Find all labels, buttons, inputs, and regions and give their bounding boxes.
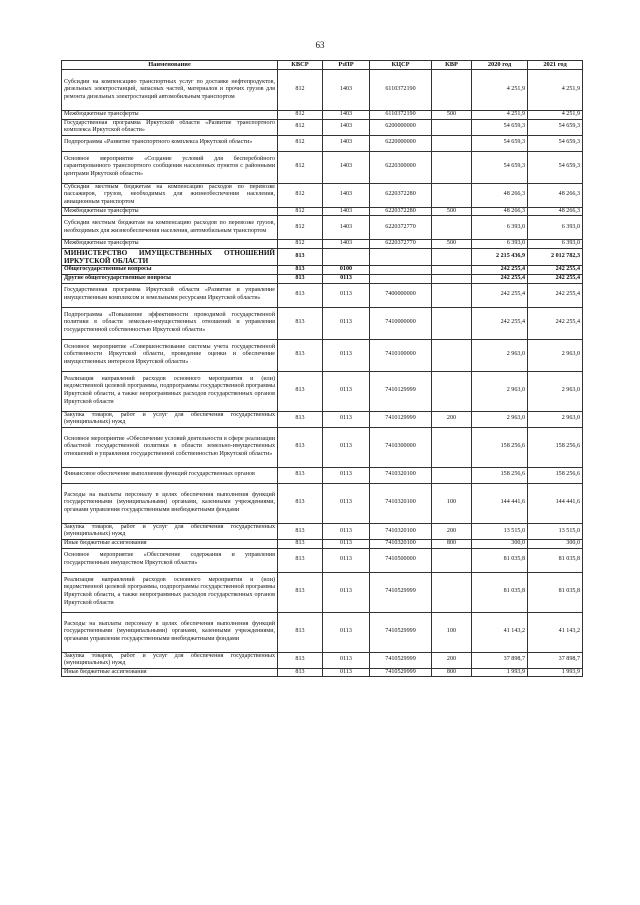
row-kvr [432, 151, 472, 183]
row-rzpr: 0113 [323, 612, 370, 652]
row-name: Реализация направлений расходов основного мероприятия и (или) ведомственной целевой программы, подпрограммы государственной программы Иркутской области, а также непрограммных расходов государственных органов Иркутской области [62, 572, 278, 612]
row-kvsr: 813 [278, 668, 323, 677]
row-2021: 4 251,9 [528, 111, 583, 120]
row-kvsr: 813 [278, 371, 323, 411]
row-2020: 2 215 436,9 [472, 248, 528, 265]
row-name: Закупка товаров, работ и услуг для обеспечения государственных (муниципальных) нужд [62, 652, 278, 668]
table-row [62, 240, 583, 249]
row-kvsr: 813 [278, 539, 323, 548]
row-2021: 242 255,4 [528, 283, 583, 307]
row-kcsr: 7410129999 [370, 411, 432, 427]
table-row [62, 668, 583, 677]
row-kvr: 800 [432, 539, 472, 548]
table-row [62, 572, 583, 612]
row-name: Расходы на выплаты персоналу в целях обеспечения выполнения функций государственными (муниципальными) органами, казенными учреждениями, органами управления государственными внебюджетными фондами [62, 483, 278, 523]
table-row [62, 283, 583, 307]
row-2021: 158 256,6 [528, 467, 583, 483]
row-kvr [432, 183, 472, 207]
row-2021: 158 256,6 [528, 427, 583, 467]
row-rzpr: 0100 [323, 266, 370, 275]
row-kvsr: 813 [278, 274, 323, 283]
row-rzpr: 0113 [323, 371, 370, 411]
row-2021: 41 143,2 [528, 612, 583, 652]
row-name: Межбюджетные трансферты [62, 240, 278, 249]
row-2020: 158 256,6 [472, 467, 528, 483]
row-2020: 242 255,4 [472, 307, 528, 339]
row-kvr [432, 248, 472, 265]
row-2021: 300,0 [528, 539, 583, 548]
row-name: Закупка товаров, работ и услуг для обеспечения государственных (муниципальных) нужд [62, 411, 278, 427]
row-kvsr: 813 [278, 427, 323, 467]
header-row [62, 61, 583, 70]
row-kvr [432, 274, 472, 283]
row-kvsr: 812 [278, 240, 323, 249]
row-rzpr: 1403 [323, 240, 370, 249]
row-2021: 2 963,0 [528, 339, 583, 371]
row-2021: 81 035,8 [528, 572, 583, 612]
row-name: Субсидии на компенсацию транспортных услуг по доставке нефтепродуктов, дизельных электростанций, запасных частей, материалов и прочих грузов для ремонта дизельных электростанций автомобильным транспортом [62, 70, 278, 111]
row-name: Реализация направлений расходов основного мероприятия и (или) ведомственной целевой программы, подпрограммы государственной программы Иркутской области, а также непрограммных расходов государственных органов Иркутской области [62, 371, 278, 411]
row-name: Иные бюджетные ассигнования [62, 539, 278, 548]
row-kvr [432, 572, 472, 612]
row-rzpr: 1403 [323, 183, 370, 207]
row-kcsr: 7410320100 [370, 523, 432, 539]
row-2020: 41 143,2 [472, 612, 528, 652]
row-2021: 4 251,9 [528, 70, 583, 111]
row-kcsr: 6220372280 [370, 183, 432, 207]
row-kvsr: 813 [278, 339, 323, 371]
row-2021: 48 266,3 [528, 183, 583, 207]
row-name: МИНИСТЕРСТВО ИМУЩЕСТВЕННЫХ ОТНОШЕНИЙ ИРКУТСКОЙ ОБЛАСТИ [62, 248, 278, 265]
row-kcsr: 7410129999 [370, 371, 432, 411]
header-kvsr: КВСР [278, 61, 323, 70]
table-row [62, 135, 583, 151]
row-kvsr: 813 [278, 652, 323, 668]
row-kvsr: 813 [278, 612, 323, 652]
table-row [62, 427, 583, 467]
row-kvsr: 812 [278, 207, 323, 216]
row-rzpr: 0113 [323, 283, 370, 307]
row-2021: 54 659,3 [528, 135, 583, 151]
row-rzpr: 0113 [323, 427, 370, 467]
row-rzpr: 0113 [323, 274, 370, 283]
row-2020: 4 251,9 [472, 111, 528, 120]
row-name: Общегосударственные вопросы [62, 266, 278, 275]
table-row [62, 70, 583, 111]
row-rzpr: 1403 [323, 216, 370, 240]
row-kcsr: 7410100000 [370, 339, 432, 371]
row-kvsr: 813 [278, 483, 323, 523]
row-2020: 2 963,0 [472, 411, 528, 427]
row-name: Государственная программа Иркутской области «Развитие транспортного комплекса Иркутской области» [62, 119, 278, 135]
row-kvr: 500 [432, 240, 472, 249]
row-2020: 6 393,0 [472, 216, 528, 240]
row-kvr: 100 [432, 483, 472, 523]
row-2021: 37 898,7 [528, 652, 583, 668]
row-name: Основное мероприятие «Обеспечение содержания и управления государственным имуществом Иркутской области» [62, 548, 278, 572]
row-kcsr: 6110372190 [370, 70, 432, 111]
row-kvr [432, 548, 472, 572]
row-rzpr: 0113 [323, 572, 370, 612]
row-rzpr: 0113 [323, 539, 370, 548]
row-kvr [432, 266, 472, 275]
table-row [62, 248, 583, 265]
row-kvsr: 813 [278, 411, 323, 427]
row-kcsr: 6220372770 [370, 216, 432, 240]
page-number: 63 [315, 40, 325, 50]
table-row [62, 483, 583, 523]
table-row [62, 539, 583, 548]
row-2020: 37 898,7 [472, 652, 528, 668]
row-name: Межбюджетные трансферты [62, 111, 278, 120]
row-2020: 242 255,4 [472, 266, 528, 275]
row-2021: 54 659,3 [528, 119, 583, 135]
row-kvsr: 812 [278, 183, 323, 207]
row-name: Основное мероприятие «Обеспечение условий деятельности в сфере реализации областной государственной политики в области земельно-имущественных отношений и управления государственной собственностью Иркутской области» [62, 427, 278, 467]
row-kcsr [370, 248, 432, 265]
row-kvr [432, 339, 472, 371]
row-kvr: 800 [432, 668, 472, 677]
row-kvsr: 813 [278, 307, 323, 339]
row-kvsr: 813 [278, 548, 323, 572]
row-kvsr: 812 [278, 119, 323, 135]
table-row [62, 548, 583, 572]
row-2021: 1 993,9 [528, 668, 583, 677]
row-2021: 2 963,0 [528, 411, 583, 427]
row-kvr: 500 [432, 207, 472, 216]
row-kvr [432, 119, 472, 135]
row-2021: 6 393,0 [528, 240, 583, 249]
row-rzpr: 1403 [323, 151, 370, 183]
table-row [62, 523, 583, 539]
row-2020: 158 256,6 [472, 427, 528, 467]
table-row [62, 266, 583, 275]
row-kcsr: 7410320100 [370, 483, 432, 523]
row-2021: 242 255,4 [528, 307, 583, 339]
row-kcsr: 7410529999 [370, 612, 432, 652]
row-2021: 54 659,3 [528, 151, 583, 183]
row-kvsr: 813 [278, 266, 323, 275]
row-2021: 48 266,3 [528, 207, 583, 216]
row-rzpr: 0113 [323, 339, 370, 371]
row-rzpr: 1403 [323, 70, 370, 111]
row-2020: 242 255,4 [472, 274, 528, 283]
row-2020: 300,0 [472, 539, 528, 548]
row-2020: 54 659,3 [472, 135, 528, 151]
row-2021: 6 393,0 [528, 216, 583, 240]
row-kcsr: 6200000000 [370, 119, 432, 135]
table-row [62, 216, 583, 240]
row-kcsr: 6220372280 [370, 207, 432, 216]
row-2021: 13 515,0 [528, 523, 583, 539]
row-rzpr [323, 248, 370, 265]
row-name: Основное мероприятие «Совершенствование системы учета государственной собственности Иркутской области, проведение оценки и обеспечение имущественных интересов Иркутской области» [62, 339, 278, 371]
table-row [62, 307, 583, 339]
row-kvsr: 812 [278, 70, 323, 111]
row-2020: 4 251,9 [472, 70, 528, 111]
header-kvr: КВР [432, 61, 472, 70]
row-rzpr: 0113 [323, 652, 370, 668]
row-2021: 242 255,4 [528, 266, 583, 275]
table-row [62, 119, 583, 135]
row-kcsr: 6220300000 [370, 151, 432, 183]
row-name: Основное мероприятие «Создание условий для бесперебойного гарантированного транспортного сообщения населенных пунктов с районными центрами Иркутской области» [62, 151, 278, 183]
row-name: Субсидии местным бюджетам на компенсацию расходов по перевозке грузов, необходимых для жизнеобеспечения населения, автомобильным транспортом [62, 216, 278, 240]
row-kvsr: 813 [278, 283, 323, 307]
table-row [62, 207, 583, 216]
row-name: Иные бюджетные ассигнования [62, 668, 278, 677]
row-kvsr: 813 [278, 523, 323, 539]
row-2020: 81 035,8 [472, 548, 528, 572]
table-row [62, 612, 583, 652]
budget-table [61, 60, 583, 677]
row-kcsr: 7410300000 [370, 427, 432, 467]
row-kvsr: 812 [278, 216, 323, 240]
row-2020: 13 515,0 [472, 523, 528, 539]
row-kcsr: 7410529999 [370, 572, 432, 612]
row-kcsr: 7410529999 [370, 668, 432, 677]
table-row [62, 339, 583, 371]
row-2020: 242 255,4 [472, 283, 528, 307]
row-kcsr: 7410320100 [370, 467, 432, 483]
table-row [62, 183, 583, 207]
row-name: Расходы на выплаты персоналу в целях обеспечения выполнения функций государственными (муниципальными) органами, казенными учреждениями, органами управления государственными внебюджетными фондами [62, 612, 278, 652]
row-2020: 1 993,9 [472, 668, 528, 677]
row-kcsr: 7410500000 [370, 548, 432, 572]
row-kvsr: 812 [278, 151, 323, 183]
row-2021: 242 255,4 [528, 274, 583, 283]
row-name: Закупка товаров, работ и услуг для обеспечения государственных (муниципальных) нужд [62, 523, 278, 539]
row-name: Финансовое обеспечение выполнения функций государственных органов [62, 467, 278, 483]
row-name: Другие общегосударственные вопросы [62, 274, 278, 283]
row-2021: 81 035,8 [528, 548, 583, 572]
row-rzpr: 0113 [323, 523, 370, 539]
row-name: Межбюджетные трансферты [62, 207, 278, 216]
table-row [62, 274, 583, 283]
row-kcsr [370, 274, 432, 283]
row-2021: 2 012 782,3 [528, 248, 583, 265]
table-row [62, 151, 583, 183]
row-2020: 81 035,8 [472, 572, 528, 612]
row-kcsr: 6220372770 [370, 240, 432, 249]
row-name: Государственная программа Иркутской области «Развитие и управление имущественным комплексом и земельными ресурсами Иркутской области» [62, 283, 278, 307]
row-2020: 2 963,0 [472, 339, 528, 371]
row-name: Подпрограмма «Повышение эффективности проводимой государственной политики в области земельно-имущественных отношений и управления государственной собственностью Иркутской области» [62, 307, 278, 339]
row-name: Субсидии местным бюджетам на компенсацию расходов по перевозке пассажиров, грузов, необходимых для жизнеобеспечения населения, авиационным транспортом [62, 183, 278, 207]
row-kvr: 100 [432, 612, 472, 652]
row-kvr: 500 [432, 111, 472, 120]
row-kcsr: 7410529999 [370, 652, 432, 668]
row-kcsr [370, 266, 432, 275]
row-rzpr: 0113 [323, 467, 370, 483]
row-rzpr: 0113 [323, 411, 370, 427]
row-kvr [432, 283, 472, 307]
row-2020: 48 266,3 [472, 207, 528, 216]
row-2020: 54 659,3 [472, 151, 528, 183]
header-rzpr: РзПР [323, 61, 370, 70]
row-kcsr: 6110372190 [370, 111, 432, 120]
row-kvsr: 812 [278, 135, 323, 151]
row-kvr [432, 307, 472, 339]
row-2020: 48 266,3 [472, 183, 528, 207]
header-kcsr: КЦСР [370, 61, 432, 70]
row-kvr: 200 [432, 652, 472, 668]
row-kvsr: 813 [278, 572, 323, 612]
row-kvr [432, 135, 472, 151]
header-2021: 2021 год [528, 61, 583, 70]
row-kvsr: 812 [278, 111, 323, 120]
row-kvsr: 813 [278, 248, 323, 265]
table-row [62, 371, 583, 411]
row-name: Подпрограмма «Развитие транспортного комплекса Иркутской области» [62, 135, 278, 151]
row-kvr [432, 70, 472, 111]
row-2020: 54 659,3 [472, 119, 528, 135]
row-rzpr: 0113 [323, 548, 370, 572]
row-kvr [432, 427, 472, 467]
row-rzpr: 0113 [323, 307, 370, 339]
row-2020: 2 963,0 [472, 371, 528, 411]
row-kcsr: 6220000000 [370, 135, 432, 151]
row-rzpr: 1403 [323, 207, 370, 216]
row-kvsr: 813 [278, 467, 323, 483]
table-row [62, 411, 583, 427]
row-rzpr: 1403 [323, 111, 370, 120]
row-kvr [432, 371, 472, 411]
row-kvr [432, 467, 472, 483]
row-2020: 6 393,0 [472, 240, 528, 249]
row-2020: 144 441,6 [472, 483, 528, 523]
row-rzpr: 0113 [323, 668, 370, 677]
row-2021: 2 963,0 [528, 371, 583, 411]
row-kvr: 200 [432, 523, 472, 539]
table-body [62, 70, 583, 677]
row-kcsr: 7410320100 [370, 539, 432, 548]
row-rzpr: 1403 [323, 135, 370, 151]
row-rzpr: 0113 [323, 483, 370, 523]
row-kcsr: 7400000000 [370, 283, 432, 307]
row-kvr: 200 [432, 411, 472, 427]
table-row [62, 652, 583, 668]
row-kvr [432, 216, 472, 240]
row-rzpr: 1403 [323, 119, 370, 135]
header-name: Наименование [62, 61, 278, 70]
row-kcsr: 7410000000 [370, 307, 432, 339]
header-2020: 2020 год [472, 61, 528, 70]
table-row [62, 111, 583, 120]
row-2021: 144 441,6 [528, 483, 583, 523]
table-row [62, 467, 583, 483]
